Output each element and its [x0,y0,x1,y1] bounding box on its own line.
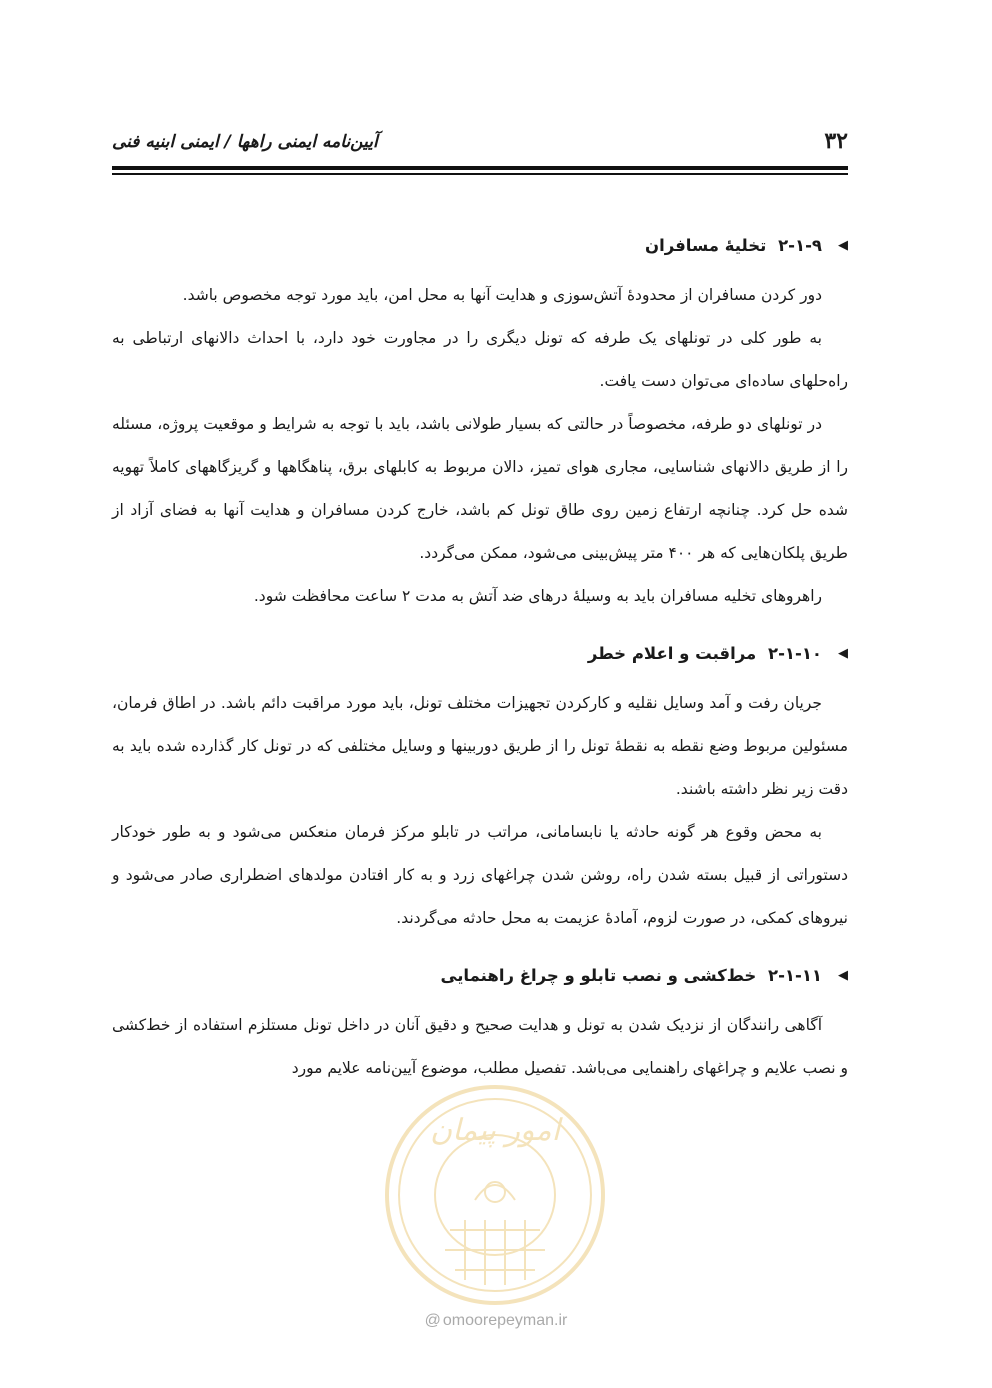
running-title: آیین‌نامه ایمنی راهها / ایمنی ابنیه فنی [112,132,378,152]
header-rule-thin [112,173,848,175]
watermark-seal-icon [380,1080,610,1310]
section-heading [112,634,848,674]
watermark-text: امور پیمان [430,1113,560,1148]
paragraph: جریان رفت و آمد وسایل نقلیه و کارکردن تجهیزات مختلف تونل، باید مورد مراقبت دائم باشد. در اطاق فرمان، مسئولین مربوط وضع نقطه به نقطهٔ تونل را از طریق دوربینها و وسایل مختلفی که در تونل کار گذارده شده باید به دقت زیر نظر داشته باشند. [112,694,848,798]
paragraph: دور کردن مسافران از محدودهٔ آتش‌سوزی و هدایت آنها به محل امن، باید مورد توجه مخصوص باشد. [182,286,822,304]
paragraph: آگاهی رانندگان از نزدیک شدن به تونل و هدایت صحیح و دقیق آنان در داخل تونل مستلزم استفاده از خط‌کشی و نصب علایم و چراغهای راهنمایی می‌باشد. تفصیل مطلب، موضوع آیین‌نامه علایم مورد [112,1016,848,1077]
section-title: مراقبت و اعلام خطر [587,644,757,663]
triangle-bullet-icon: ◀ [838,238,848,253]
section-evacuation [112,226,848,618]
page-number: ۳۲ [824,128,848,154]
section-title: خط‌کشی و نصب تابلو و چراغ راهنمایی [440,966,757,985]
paragraph: به طور کلی در تونلهای یک طرفه که تونل دیگری را در مجاورت خود دارد، با احداث دالانهای ارتباطی به راه‌حلهای ساده‌ای می‌توان دست یافت. [112,329,848,390]
triangle-bullet-icon: ◀ [838,968,848,983]
paragraph: به محض وقوع هر گونه حادثه یا نابسامانی، مراتب در تابلو مرکز فرمان منعکس می‌شود و به طور خودکار دستوراتی از قبیل بسته شدن راه، روشن شدن چراغهای زرد و به کار افتادن مولدهای اضطراری صادر می‌شود و نیروهای کمکی، در صورت لزوم، آمادهٔ عزیمت به محل حادثه می‌گردند. [112,823,848,927]
section-monitoring [112,634,848,940]
triangle-bullet-icon: ◀ [838,646,848,661]
section-title: تخلیهٔ مسافران [645,236,767,255]
section-heading [112,956,848,996]
section-number: ۲-۱-۱۰ [768,644,822,663]
paragraph: راهروهای تخلیه مسافران باید به وسیلهٔ درهای ضد آتش به مدت ۲ ساعت محافظت شود. [253,587,822,605]
section-number: ۲-۱-۹ [778,236,822,255]
page-content [112,210,848,1090]
header-rule-thick [112,166,848,170]
footer-site: omoorepeyman.ir [442,1312,568,1329]
at-sign-icon: @ [424,1312,441,1329]
section-signage [112,956,848,1090]
section-number: ۲-۱-۱۱ [768,966,822,985]
footer-watermark [0,1312,992,1330]
paragraph: در تونلهای دو طرفه، مخصوصاً در حالتی که بسیار طولانی باشد، باید با توجه به شرایط و موقعیت پروژه، مسئله را از طریق دالانهای شناسایی، مجاری هوای تمیز، دالان مربوط به کابلهای برق، پناهگاهها و گریزگاههای کاملاً تهویه شده حل کرد. چنانچه ارتفاع زمین روی طاق تونل کم باشد، خارج کردن مسافران و هدایت آنها به فضای آزاد از طریق پلکان‌هایی که هر ۴۰۰ متر پیش‌بینی می‌شود، ممکن می‌گردد. [112,415,848,562]
page-header [112,128,848,162]
section-heading [112,226,848,266]
